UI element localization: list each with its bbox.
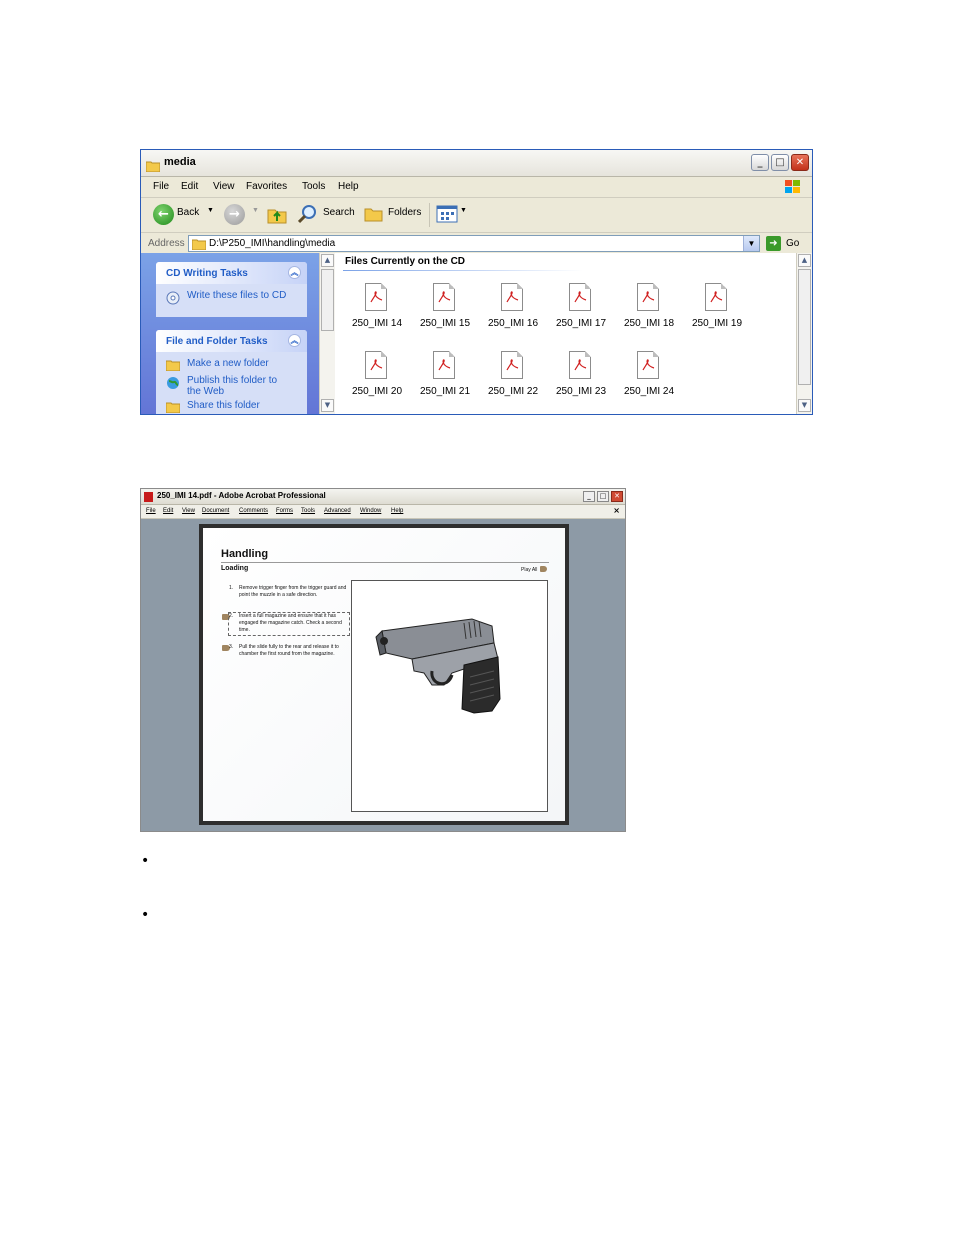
folder-icon	[192, 239, 206, 253]
file-folder-tasks-header[interactable]	[156, 330, 307, 352]
folder-icon	[146, 157, 160, 176]
step-number: 3.	[229, 644, 234, 650]
scroll-thumb[interactable]	[798, 269, 811, 385]
file-item[interactable]	[619, 283, 679, 343]
close-document-icon[interactable]: ×	[613, 506, 620, 515]
forward-dropdown-icon[interactable]: ▼	[252, 207, 259, 214]
search-icon[interactable]	[298, 204, 318, 227]
menu-help[interactable]: Help	[338, 181, 359, 192]
play-all-label[interactable]: Play All	[521, 567, 538, 573]
pdf-page	[203, 528, 565, 821]
cd-writing-tasks-panel	[156, 262, 307, 317]
step-text: Remove trigger finger from the trigger guard and point the muzzle in a safe direction.	[239, 585, 347, 598]
file-item[interactable]	[551, 283, 611, 343]
views-icon[interactable]	[436, 205, 458, 226]
file-name: 250_IMI 16	[487, 318, 539, 329]
file-list-scrollbar[interactable]	[796, 253, 813, 414]
file-item[interactable]	[415, 283, 475, 343]
acrobat-menu-bar	[141, 505, 625, 519]
pdf-file-icon	[637, 283, 659, 311]
explorer-window	[140, 149, 813, 415]
bullet-point: •	[141, 907, 150, 923]
menu-view[interactable]: View	[213, 181, 235, 192]
task-make-new-folder[interactable]	[156, 358, 307, 369]
step-text: Insert a full magazine and ensure that it has engaged the magazine catch. Check a second time.	[239, 613, 342, 633]
folders-button-label[interactable]: Folders	[388, 207, 422, 218]
scroll-up-icon[interactable]: ▲	[798, 254, 811, 267]
menu-advanced[interactable]: Advanced	[324, 508, 351, 514]
files-header: Files Currently on the CD	[345, 256, 466, 267]
task-pane-scrollbar[interactable]	[319, 253, 335, 414]
minimize-button[interactable]: _	[751, 154, 769, 171]
menu-tools[interactable]: Tools	[301, 508, 316, 514]
address-label: Address	[148, 238, 185, 249]
explorer-title: media	[164, 156, 196, 168]
file-folder-tasks-panel	[156, 330, 307, 414]
bullet-point: •	[141, 853, 150, 869]
file-item[interactable]	[347, 351, 407, 411]
collapse-icon[interactable]: ︽	[288, 266, 301, 279]
explorer-body	[141, 253, 812, 414]
file-item[interactable]	[415, 351, 475, 411]
speaker-icon[interactable]	[540, 566, 547, 572]
file-list-area	[335, 253, 798, 414]
file-name: 250_IMI 23	[555, 386, 607, 397]
views-dropdown-icon[interactable]: ▼	[460, 207, 467, 214]
file-name: 250_IMI 18	[623, 318, 675, 329]
explorer-title-bar[interactable]	[141, 150, 812, 177]
file-item[interactable]	[483, 351, 543, 411]
go-icon[interactable]: ➜	[766, 236, 781, 251]
scroll-up-icon[interactable]: ▲	[321, 254, 334, 267]
folders-icon[interactable]	[364, 205, 384, 226]
step-number: 2.	[229, 613, 234, 619]
step-text: Pull the slide fully to the rear and release it to chamber the first round from the magazine.	[239, 644, 339, 657]
task-label: Share this folder	[187, 400, 260, 411]
header-divider	[343, 270, 583, 271]
scroll-down-icon[interactable]: ▼	[321, 399, 334, 412]
file-item[interactable]	[551, 351, 611, 411]
new-folder-icon	[166, 359, 180, 374]
search-button-label[interactable]: Search	[323, 207, 355, 218]
page-subheading: Loading	[221, 565, 249, 572]
back-icon[interactable]: ←	[153, 204, 174, 225]
scroll-down-icon[interactable]: ▼	[798, 399, 811, 412]
pdf-file-icon	[501, 351, 523, 379]
pdf-file-icon	[569, 283, 591, 311]
page-heading: Handling	[221, 548, 269, 560]
pdf-file-icon	[501, 283, 523, 311]
pdf-file-icon	[569, 351, 591, 379]
maximize-button[interactable]: □	[597, 491, 609, 502]
pdf-file-icon	[433, 351, 455, 379]
menu-file[interactable]: File	[153, 181, 170, 192]
pdf-file-icon	[365, 283, 387, 311]
menu-window[interactable]: Window	[360, 508, 382, 514]
task-label: Publish this folder to the Web	[187, 375, 278, 397]
menu-help[interactable]: Help	[391, 508, 404, 514]
step-item[interactable]	[229, 644, 349, 666]
share-icon	[166, 401, 180, 414]
close-button[interactable]: ✕	[611, 491, 623, 502]
step-number: 1.	[229, 585, 234, 591]
menu-forms[interactable]: Forms	[276, 508, 293, 514]
cd-writing-tasks-header[interactable]	[156, 262, 307, 284]
task-publish-folder[interactable]	[156, 375, 282, 397]
acrobat-window	[140, 488, 626, 832]
file-name: 250_IMI 22	[487, 386, 539, 397]
file-name: 250_IMI 14	[351, 318, 403, 329]
explorer-toolbar	[141, 198, 812, 233]
task-write-to-cd[interactable]	[156, 290, 307, 301]
scroll-thumb[interactable]	[321, 269, 334, 331]
menu-favorites[interactable]: Favorites	[246, 181, 288, 192]
pdf-file-icon	[637, 351, 659, 379]
menu-tools[interactable]: Tools	[302, 181, 326, 192]
menu-edit[interactable]: Edit	[181, 181, 199, 192]
pistol-image	[352, 581, 547, 811]
illustration-frame	[351, 580, 548, 812]
file-item[interactable]	[347, 283, 407, 343]
forward-icon[interactable]: →	[224, 204, 245, 225]
file-name: 250_IMI 19	[691, 318, 743, 329]
heading-rule	[221, 562, 549, 563]
file-name: 250_IMI 24	[623, 386, 675, 397]
file-item[interactable]	[483, 283, 543, 343]
file-name: 250_IMI 15	[419, 318, 471, 329]
cd-writing-tasks-title: CD Writing Tasks	[166, 268, 248, 279]
maximize-button[interactable]: □	[771, 154, 789, 171]
menu-file[interactable]: File	[146, 508, 156, 514]
file-name: 250_IMI 20	[351, 386, 403, 397]
pdf-file-icon	[705, 283, 727, 311]
pdf-file-icon	[365, 351, 387, 379]
pdf-file-icon	[433, 283, 455, 311]
address-input[interactable]	[188, 235, 760, 252]
chevron-down-icon[interactable]: ▼	[743, 236, 759, 251]
menu-edit[interactable]: Edit	[163, 508, 174, 514]
minimize-button[interactable]: _	[583, 491, 595, 502]
file-item[interactable]	[687, 283, 747, 343]
back-dropdown-icon[interactable]: ▼	[207, 207, 214, 214]
step-item[interactable]	[229, 585, 349, 607]
go-button-label[interactable]: Go	[786, 238, 800, 249]
acrobat-title: 250_IMI 14.pdf - Adobe Acrobat Professional	[157, 491, 326, 500]
task-pane	[141, 253, 319, 414]
task-label: Write these files to CD	[187, 290, 287, 301]
toolbar-separator	[429, 203, 430, 227]
task-share-folder[interactable]	[156, 400, 307, 411]
globe-icon	[166, 376, 180, 393]
step-item-selected[interactable]	[229, 613, 349, 635]
menu-comments[interactable]: Comments	[239, 508, 269, 514]
document-viewport	[199, 524, 569, 825]
file-item[interactable]	[619, 351, 679, 411]
menu-view[interactable]: View	[182, 508, 195, 514]
windows-logo-icon	[784, 179, 802, 195]
menu-document[interactable]: Document	[202, 508, 230, 514]
pdf-file-icon	[144, 492, 153, 502]
task-label: Make a new folder	[187, 358, 269, 369]
cd-icon	[166, 291, 180, 308]
file-folder-tasks-title: File and Folder Tasks	[166, 336, 268, 347]
acrobat-title-bar[interactable]	[141, 489, 625, 505]
up-folder-icon[interactable]	[267, 204, 287, 227]
back-button-label[interactable]: Back	[177, 207, 200, 218]
collapse-icon[interactable]: ︽	[288, 334, 301, 347]
close-button[interactable]: ✕	[791, 154, 809, 171]
explorer-menu-bar	[141, 177, 812, 198]
address-path: D:\P250_IMI\handling\media	[209, 238, 336, 249]
file-name: 250_IMI 17	[555, 318, 607, 329]
file-name: 250_IMI 21	[419, 386, 471, 397]
